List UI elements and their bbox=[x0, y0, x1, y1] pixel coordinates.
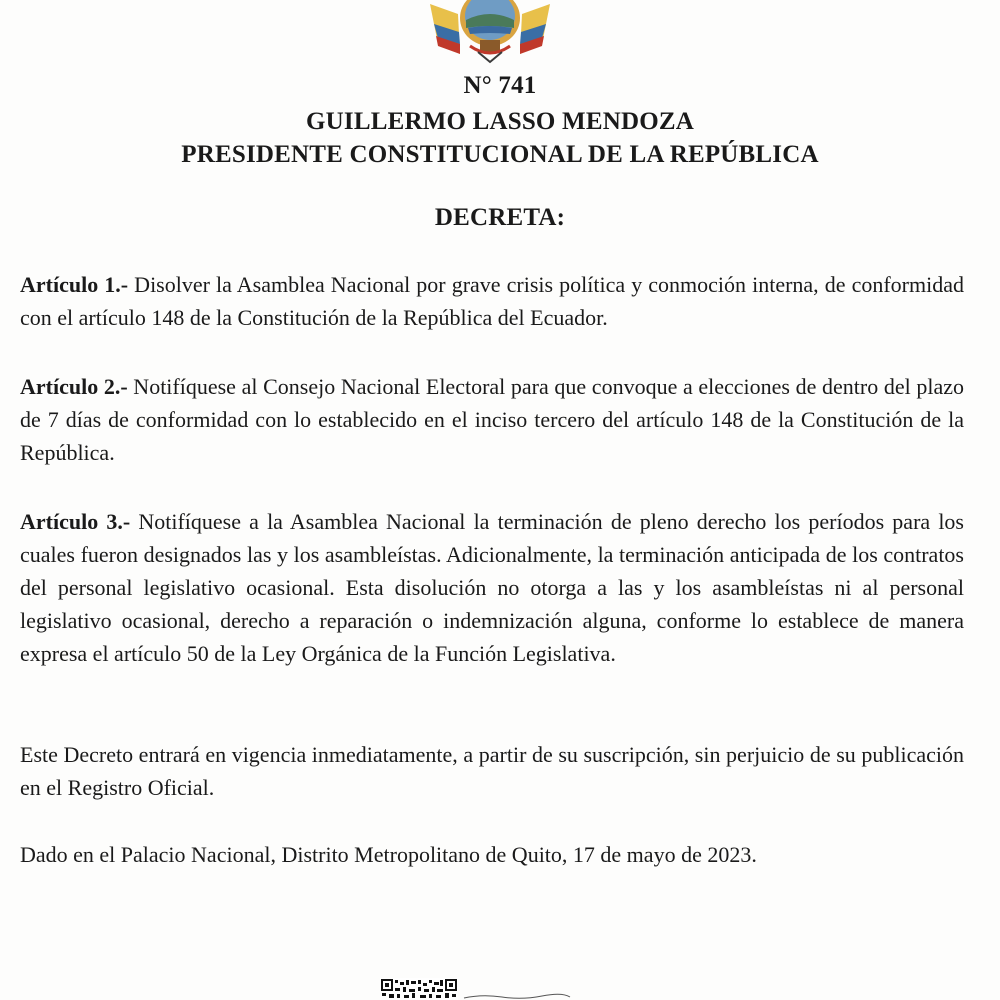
article-3-text: Notifíquese a la Asamblea Nacional la terminación de pleno derecho los períodos para los cuales fueron designados las y los asambleístas. Adicionalmente, la terminación anticipada de los contratos del personal legislativo ocasional. Esta disolución no otorga a las y los asambleístas ni al personal legislativo ocasional, derecho a reparación o indemnización alguna, conforme lo establece de manera expresa el artículo 50 de la Ley Orgánica de la Función Legislativa. bbox=[20, 509, 964, 666]
article-2 bbox=[20, 370, 964, 469]
article-3 bbox=[20, 505, 964, 670]
article-2-text: Notifíquese al Consejo Nacional Electoral para que convoque a elecciones de dentro del plazo de 7 días de conformidad con lo establecido en el inciso tercero del artículo 148 de la Constitución de la República. bbox=[20, 374, 964, 465]
article-1-text: Disolver la Asamblea Nacional por grave crisis política y conmoción interna, de conformidad con el artículo 148 de la Constitución de la República del Ecuador. bbox=[20, 272, 965, 330]
president-name: GUILLERMO LASSO MENDOZA bbox=[306, 108, 694, 135]
decree-number: N° 741 bbox=[463, 72, 537, 99]
president-title: PRESIDENTE CONSTITUCIONAL DE LA REPÚBLICA bbox=[181, 141, 819, 168]
qr-code-icon bbox=[380, 978, 458, 1000]
ecuador-coat-of-arms-icon bbox=[420, 0, 560, 64]
article-1 bbox=[20, 268, 964, 334]
dado-paragraph: Dado en el Palacio Nacional, Distrito Metropolitano de Quito, 17 de mayo de 2023. bbox=[20, 842, 757, 867]
article-1-label: Artículo 1.- bbox=[20, 272, 129, 297]
article-3-label: Artículo 3.- bbox=[20, 509, 131, 534]
vigencia-paragraph: Este Decreto entrará en vigencia inmediatamente, a partir de su suscripción, sin perjuicio de su publicación en el Registro Oficial. bbox=[20, 742, 964, 800]
decreta-heading: DECRETA: bbox=[434, 204, 566, 231]
signature-mark bbox=[462, 992, 572, 1000]
article-2-label: Artículo 2.- bbox=[20, 374, 128, 399]
